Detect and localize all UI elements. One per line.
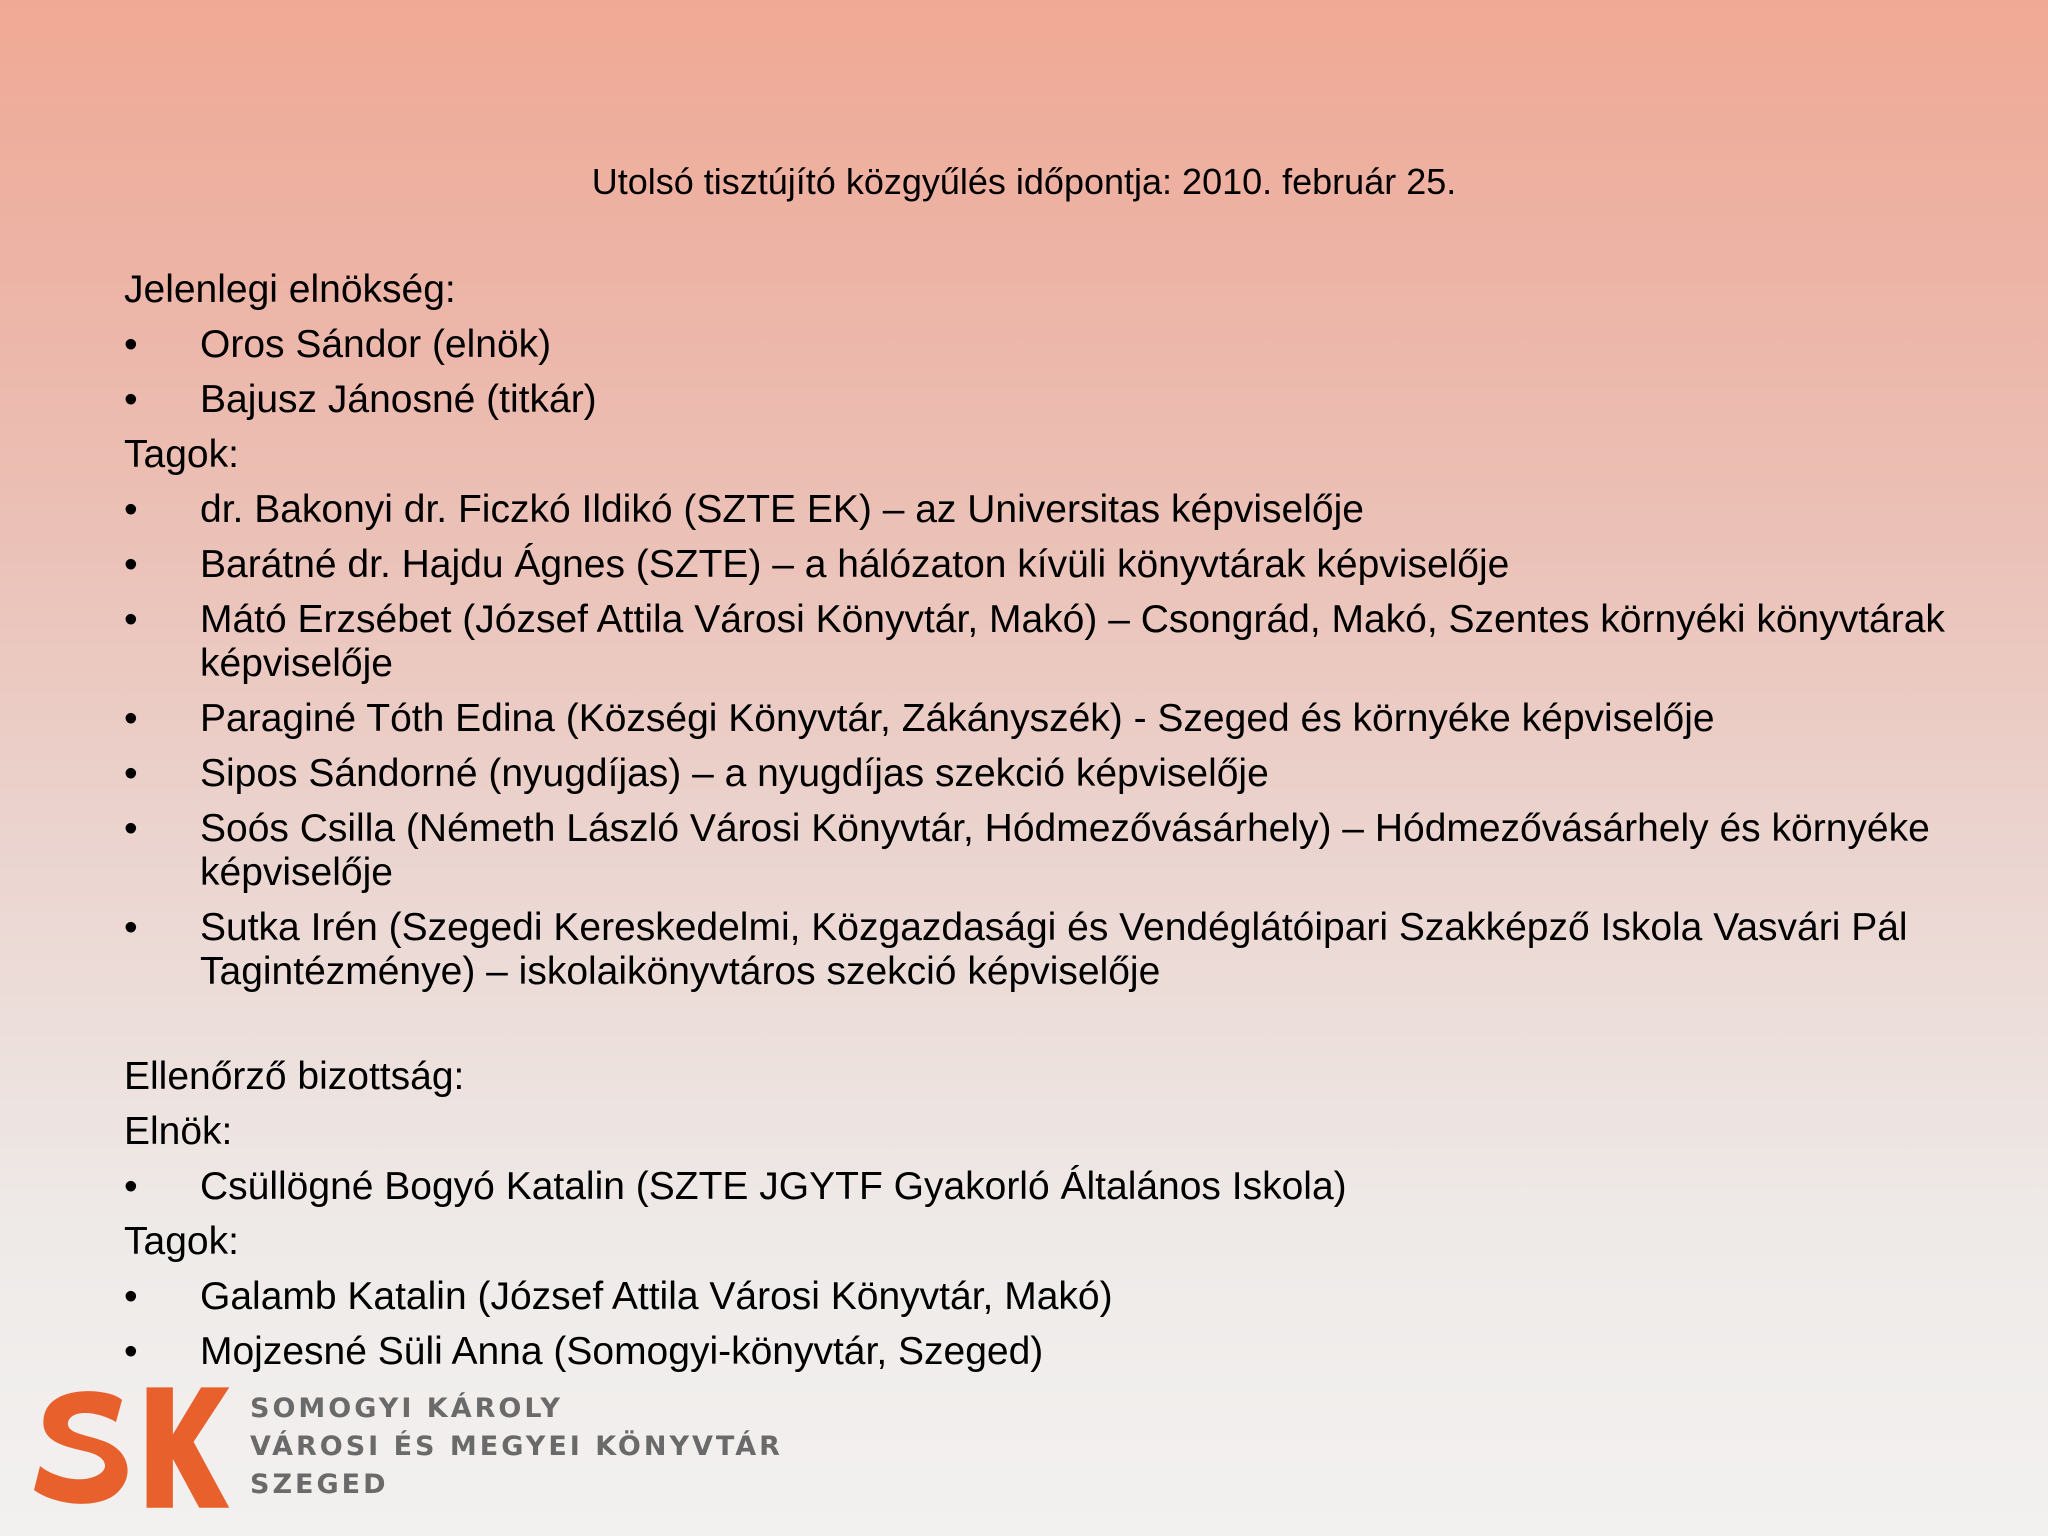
bullet-icon: • [124,323,138,366]
logo-line-2: VÁROSI ÉS MEGYEI KÖNYVTÁR [250,1431,783,1462]
member-text: Sipos Sándorné (nyugdíjas) – a nyugdíjas szekció képviselője [200,752,1269,795]
chair-item [124,1159,1984,1214]
officer-item [124,317,1984,372]
member-item [124,592,1984,691]
supervisory-members-heading: Tagok: [124,1220,239,1263]
supervisory-member-text: Mojzesné Süli Anna (Somogyi-könyvtár, Szeged) [200,1330,1044,1373]
supervisory-member-item [124,1269,1984,1324]
member-item [124,482,1984,537]
supervisory-member-text: Galamb Katalin (József Attila Városi Könyvtár, Makó) [200,1275,1113,1318]
sk-logo-icon [30,1378,230,1518]
officer-text: Bajusz Jánosné (titkár) [200,378,597,421]
bullet-icon: • [124,697,138,740]
member-text: Mátó Erzsébet (József Attila Városi Könyvtár, Makó) – Csongrád, Makó, Szentes környéki könyvtárak képviselője [200,598,1945,685]
member-text: dr. Bakonyi dr. Ficzkó Ildikó (SZTE EK) – az Universitas képviselője [200,488,1364,531]
supervisory-heading: Ellenőrző bizottság: [124,1055,465,1098]
board-heading: Jelenlegi elnökség: [124,268,456,311]
bullet-icon: • [124,807,138,850]
member-text: Paraginé Tóth Edina (Községi Könyvtár, Zákányszék) - Szeged és környéke képviselője [200,697,1715,740]
member-item [124,900,1984,999]
bullet-icon: • [124,488,138,531]
member-text: Sutka Irén (Szegedi Kereskedelmi, Közgazdasági és Vendéglátóipari Szakképző Iskola Vasvári Pál Tagintézménye) – iskolaikönyvtáros szekció képviselője [200,906,1908,993]
supervisory-member-item [124,1324,1984,1379]
bullet-icon: • [124,1330,138,1373]
bullet-icon: • [124,752,138,795]
member-item [124,691,1984,746]
slide-title: Utolsó tisztújító közgyűlés időpontja: 2010. február 25. [591,161,1457,202]
slide-content [124,262,1984,1379]
bullet-icon: • [124,1165,138,1208]
bullet-icon: • [124,378,138,421]
logo-s-shape [34,1391,128,1504]
board-members-heading: Tagok: [124,433,239,476]
member-item [124,746,1984,801]
logo-k-shape [147,1387,230,1507]
bullet-icon: • [124,1275,138,1318]
officer-text: Oros Sándor (elnök) [200,323,552,366]
bullet-icon: • [124,543,138,586]
logo-line-3: SZEGED [250,1469,389,1500]
bullet-icon: • [124,598,138,641]
officer-item [124,372,1984,427]
library-logo [30,1378,783,1518]
member-item [124,801,1984,900]
bullet-icon: • [124,906,138,949]
section-spacer [124,999,1984,1049]
member-text: Barátné dr. Hajdu Ágnes (SZTE) – a hálózaton kívüli könyvtárak képviselője [200,543,1510,586]
member-text: Soós Csilla (Németh László Városi Könyvtár, Hódmezővásárhely) – Hódmezővásárhely és környéke képviselője [200,807,1930,894]
logo-line-1: SOMOGYI KÁROLY [250,1393,563,1424]
chair-text: Csüllögné Bogyó Katalin (SZTE JGYTF Gyakorló Általános Iskola) [200,1165,1347,1208]
logo-text [250,1390,783,1504]
member-item [124,537,1984,592]
supervisory-chair-heading: Elnök: [124,1110,233,1153]
